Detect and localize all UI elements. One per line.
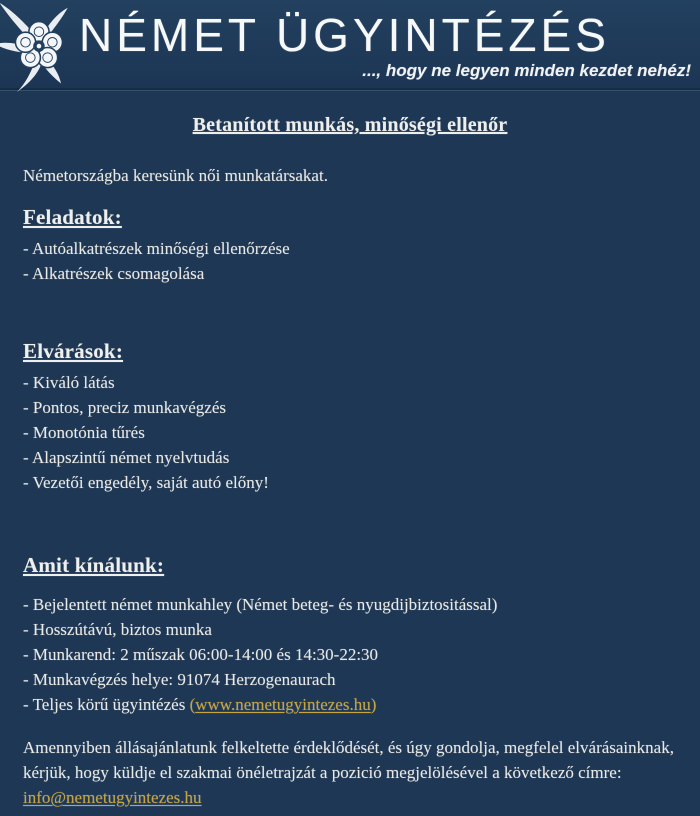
brand-title: NÉMET ÜGYINTÉZÉS xyxy=(79,9,610,61)
section-item-list xyxy=(23,236,677,286)
job-section xyxy=(23,553,677,717)
job-title: Betanított munkás, minőségi ellenőr xyxy=(192,114,508,136)
list-item: - Munkavégzés helye: 91074 Herzogenaurach xyxy=(23,670,336,689)
list-item: - Alapszintű német nyelvtudás xyxy=(23,448,230,467)
brand-tagline: ..., hogy ne legyen minden kezdet nehéz! xyxy=(362,61,691,80)
list-item: - Pontos, preciz munkavégzés xyxy=(23,398,226,417)
link-paren-open: ( xyxy=(189,695,196,714)
section-heading: Elvárások: xyxy=(23,339,124,363)
link-paren-close: ) xyxy=(370,695,377,714)
section-heading: Feladatok: xyxy=(23,205,122,229)
job-ad-content xyxy=(0,114,700,810)
list-item: - Hosszútávú, biztos munka xyxy=(23,620,212,639)
list-item: - Autóalkatrészek minőségi ellenőrzése xyxy=(23,239,290,258)
list-item: - Munkarend: 2 műszak 06:00-14:00 és 14:30-22:30 xyxy=(23,645,379,664)
list-item: - Teljes körű ügyintézés (www.nemetugyintezes.hu) xyxy=(23,695,377,714)
list-item: - Monotónia tűrés xyxy=(23,423,145,442)
list-item: - Vezetői engedély, saját autó előny! xyxy=(23,473,269,492)
section-item-list xyxy=(23,592,677,717)
section-item-list xyxy=(23,370,677,495)
job-section xyxy=(23,339,677,495)
list-item: - Bejelentett német munkahley (Német beteg- és nyugdijbiztositással) xyxy=(23,595,498,614)
job-section xyxy=(23,205,677,286)
section-heading: Amit kínálunk: xyxy=(23,553,165,577)
list-item: - Kiváló látás xyxy=(23,373,115,392)
closing-paragraph xyxy=(23,735,677,810)
job-intro: Németországba keresünk női munkatársakat. xyxy=(23,166,328,185)
list-item: - Alkatrészek csomagolása xyxy=(23,264,205,283)
job-sections xyxy=(23,205,677,717)
email-link[interactable]: info@nemetugyintezes.hu xyxy=(23,788,202,807)
closing-text: Amennyiben állásajánlatunk felkeltette érdeklődését, és úgy gondolja, megfelel elvárásainknak, kérjük, hogy küldje el szakmai önéletrajzát a pozició megjelölésével a következő címre: xyxy=(23,738,674,782)
site-header xyxy=(0,0,700,90)
flower-icon xyxy=(0,2,82,94)
website-link[interactable]: www.nemetugyintezes.hu xyxy=(195,695,371,714)
